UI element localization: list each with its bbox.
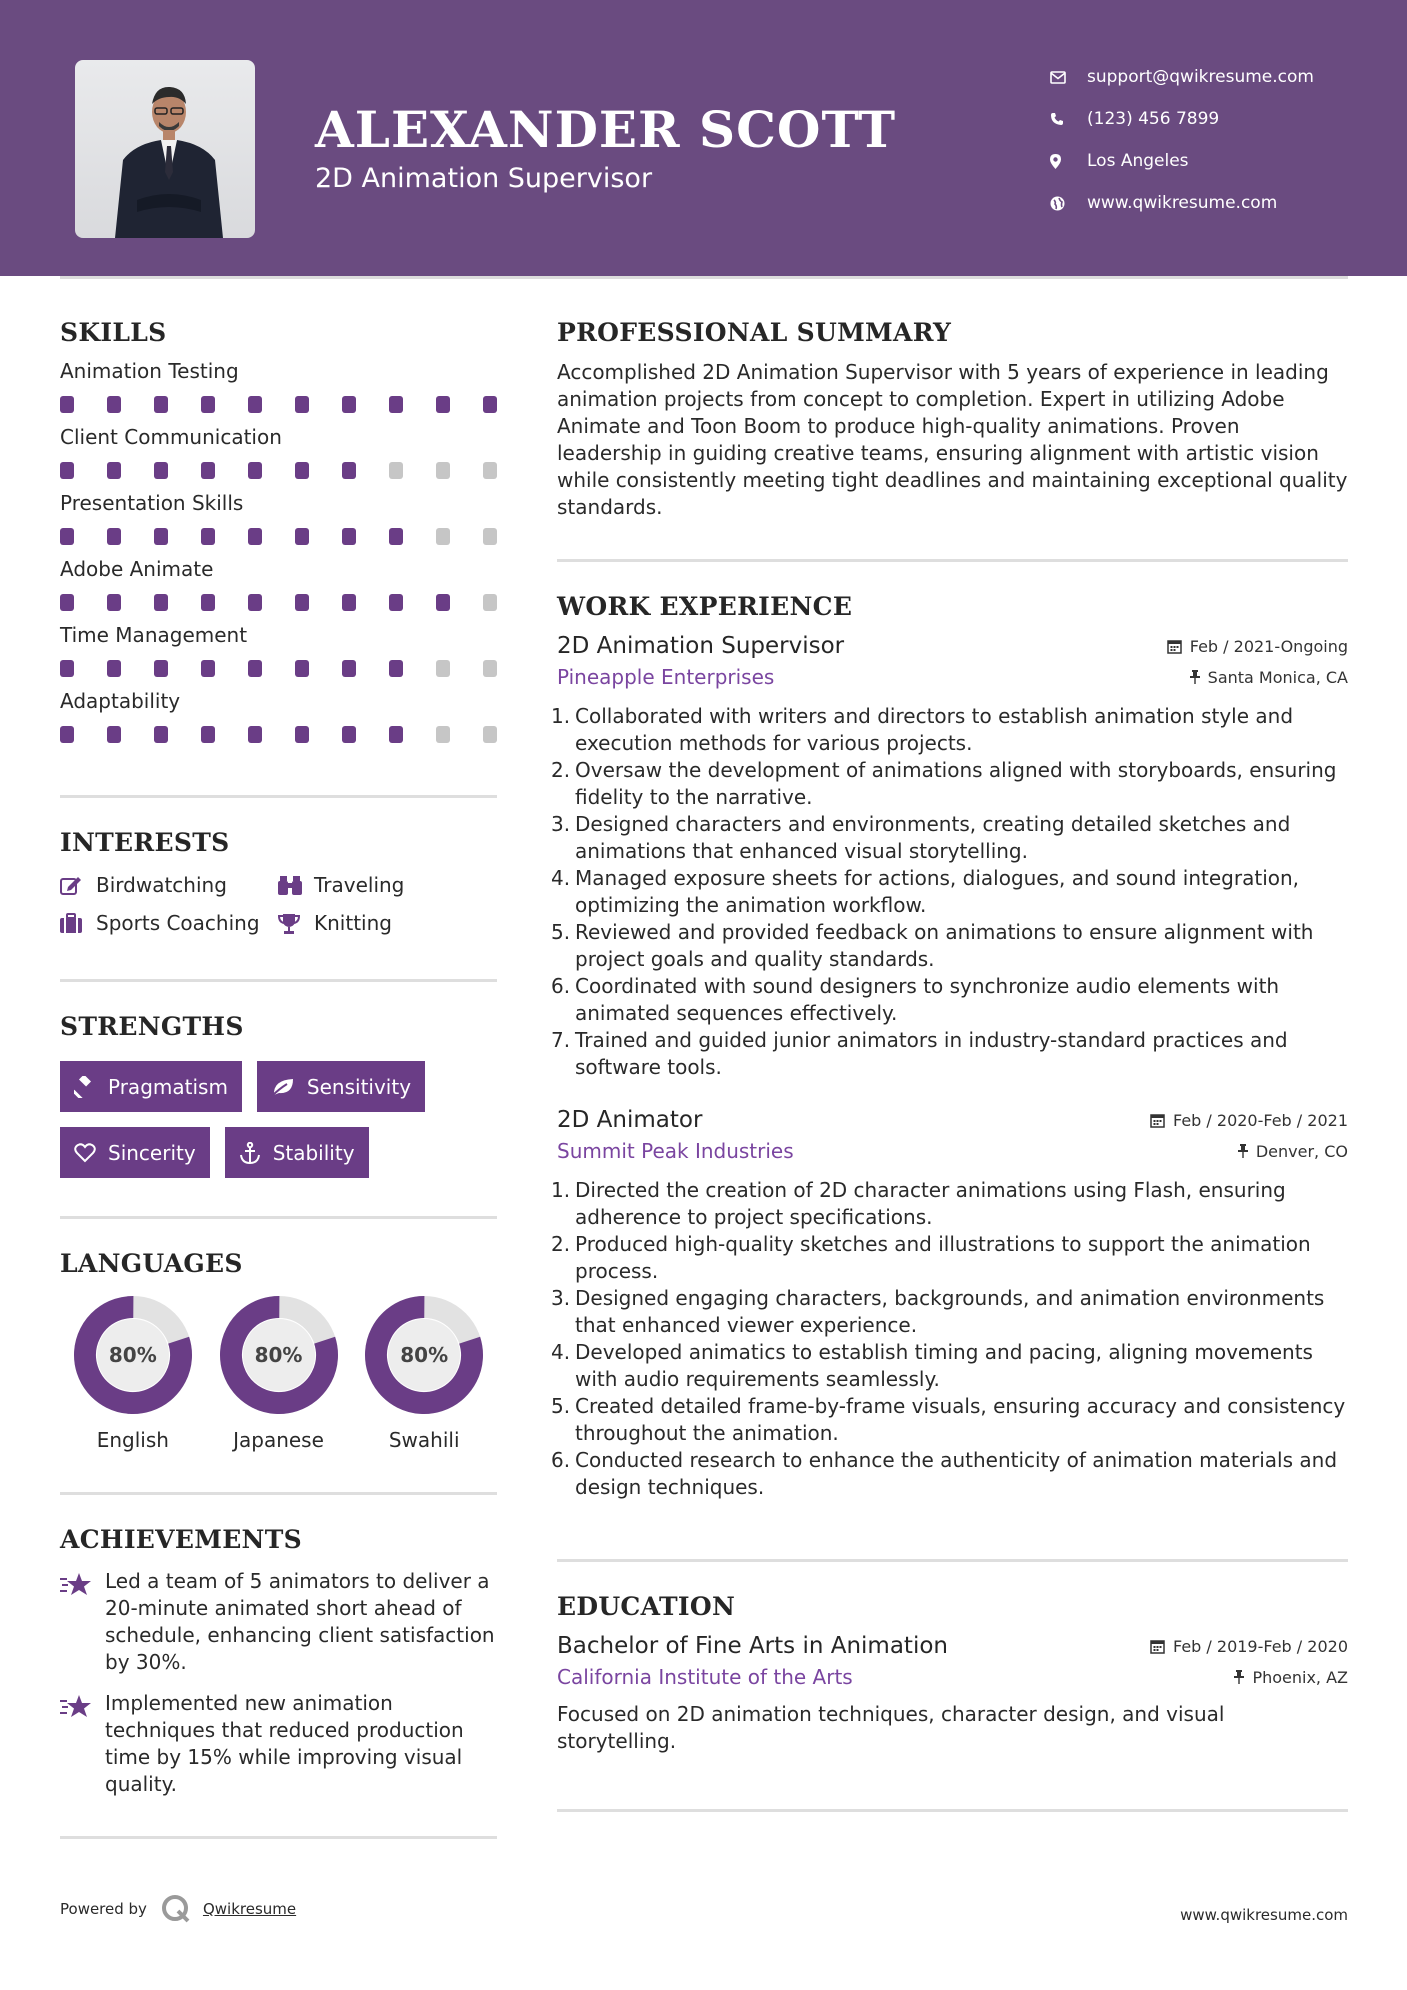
achievement-text: Led a team of 5 animators to deliver a 20-minute animated short ahead of schedule, enhancing client satisfaction by 30%. <box>105 1569 495 1674</box>
skill-rating <box>60 726 497 743</box>
skill-rating-dot <box>295 726 309 743</box>
skill-rating-dot <box>60 726 74 743</box>
skill-rating-dot <box>107 594 121 611</box>
skill-rating-dot <box>436 660 450 677</box>
contact-email-text: support@qwikresume.com <box>1087 67 1314 87</box>
contact-location <box>1050 140 1314 182</box>
bullet-text: Designed characters and environments, creating detailed sketches and animations that enhanced visual storytelling. <box>575 812 1291 863</box>
bullet-text: Reviewed and provided feedback on animations to ensure alignment with project goals and quality standards. <box>575 920 1314 971</box>
achievement-item <box>60 1690 497 1798</box>
bullet-number: 6. <box>551 1448 571 1472</box>
candidate-name: ALEXANDER SCOTT <box>315 100 897 159</box>
strengths-heading: STRENGTHS <box>60 1012 244 1041</box>
languages-list <box>60 1294 497 1452</box>
job-bullets <box>551 1177 1348 1501</box>
interest-label: Knitting <box>314 911 392 935</box>
interest-label: Sports Coaching <box>96 911 260 935</box>
star-icon <box>60 1568 105 1676</box>
strength-label: Pragmatism <box>108 1074 228 1099</box>
strengths-list <box>60 1061 497 1178</box>
education-dates <box>1150 1637 1348 1656</box>
skill-rating-dot <box>295 594 309 611</box>
skill-rating-dot <box>201 594 215 611</box>
language-name: English <box>96 1428 169 1452</box>
section-divider <box>557 1809 1348 1812</box>
skill-rating-dot <box>248 462 262 479</box>
languages-section <box>60 1249 497 1452</box>
skill-rating-dot <box>483 594 497 611</box>
map-marker-icon <box>1050 154 1087 169</box>
bullet-text: Conducted research to enhance the authenticity of animation materials and design techniques. <box>575 1448 1338 1499</box>
skill-rating-dot <box>483 396 497 413</box>
jobs-list <box>551 633 1348 1501</box>
section-divider <box>557 559 1348 562</box>
powered-by-label: Powered by <box>60 1900 147 1918</box>
bullet-number: 2. <box>551 1232 571 1256</box>
job-bullet <box>551 865 1348 919</box>
skill-rating-dot <box>107 396 121 413</box>
job-bullet <box>551 1393 1348 1447</box>
job-location <box>1190 668 1348 687</box>
skill-name: Adobe Animate <box>60 557 214 581</box>
contact-location-text: Los Angeles <box>1087 151 1189 171</box>
skill-rating-dot <box>107 462 121 479</box>
candidate-title: 2D Animation Supervisor <box>315 163 653 194</box>
skills-list <box>60 359 497 743</box>
section-divider <box>60 1216 497 1219</box>
anchor-icon <box>239 1142 261 1164</box>
gavel-icon <box>74 1076 96 1098</box>
skill-rating-dot <box>436 396 450 413</box>
interest-item <box>278 873 497 897</box>
skill-rating-dot <box>483 528 497 545</box>
pushpin-icon <box>1190 670 1200 684</box>
skill-rating-dot <box>248 528 262 545</box>
skill-rating-dot <box>389 726 403 743</box>
job-bullet <box>551 811 1348 865</box>
skill-rating-dot <box>60 396 74 413</box>
bullet-number: 1. <box>551 1178 571 1202</box>
experience-heading: WORK EXPERIENCE <box>557 592 853 621</box>
language-percent: 80% <box>254 1343 303 1367</box>
skill-rating-dot <box>201 726 215 743</box>
contact-email[interactable] <box>1050 56 1314 98</box>
skill-name: Adaptability <box>60 689 181 713</box>
bullet-number: 4. <box>551 866 571 890</box>
skill-rating-dot <box>295 396 309 413</box>
contact-list <box>1050 56 1314 224</box>
language-name: Japanese <box>233 1428 324 1452</box>
job-bullet <box>551 1177 1348 1231</box>
skill-rating-dot <box>389 528 403 545</box>
skill-rating <box>60 462 497 479</box>
job-bullet <box>551 1027 1348 1081</box>
bullet-number: 1. <box>551 704 571 728</box>
skill-rating-dot <box>60 462 74 479</box>
skill-rating-dot <box>389 660 403 677</box>
language-percent: 80% <box>400 1343 449 1367</box>
pencil-square-icon <box>60 875 96 895</box>
skills-section <box>60 318 497 743</box>
job-bullet <box>551 1285 1348 1339</box>
experience-section <box>551 592 1348 1501</box>
skill-name: Animation Testing <box>60 359 239 383</box>
job-bullets <box>551 703 1348 1081</box>
languages-heading: LANGUAGES <box>60 1249 243 1278</box>
pushpin-icon <box>1234 1670 1244 1684</box>
job-entry <box>551 633 1348 1081</box>
bullet-text: Coordinated with sound designers to synchronize audio elements with animated sequences effectively. <box>575 974 1280 1025</box>
strength-chip <box>225 1127 369 1178</box>
skill-rating-dot <box>154 594 168 611</box>
language-item <box>60 1294 206 1452</box>
skill-rating-dot <box>295 462 309 479</box>
language-name: Swahili <box>388 1428 460 1452</box>
skill-rating-dot <box>201 462 215 479</box>
education-section <box>557 1592 1348 1755</box>
section-divider <box>60 795 497 798</box>
skill-rating-dot <box>342 396 356 413</box>
bullet-text: Oversaw the development of animations aligned with storyboards, ensuring fidelity to the narrative. <box>575 758 1337 809</box>
job-header <box>557 633 1348 659</box>
language-item <box>206 1294 352 1452</box>
job-bullet <box>551 973 1348 1027</box>
education-location-text: Phoenix, AZ <box>1252 1667 1348 1687</box>
skill-rating-dot <box>436 528 450 545</box>
bullet-text: Collaborated with writers and directors to establish animation style and execution methods for various projects. <box>575 704 1294 755</box>
skill-rating-dot <box>154 396 168 413</box>
skill-rating-dot <box>436 462 450 479</box>
skill-rating-dot <box>389 396 403 413</box>
job-bullet <box>551 703 1348 757</box>
job-bullet <box>551 1447 1348 1501</box>
calendar-icon <box>1150 1639 1165 1654</box>
language-percent: 80% <box>108 1343 157 1367</box>
strength-chip <box>60 1061 242 1112</box>
skill-rating-dot <box>389 594 403 611</box>
job-location-text: Santa Monica, CA <box>1207 667 1348 687</box>
education-school: California Institute of the Arts <box>557 1665 853 1689</box>
section-divider <box>60 1492 497 1495</box>
job-bullet <box>551 919 1348 973</box>
interests-heading: INTERESTS <box>60 828 230 857</box>
bullet-number: 5. <box>551 920 571 944</box>
contact-website-text: www.qwikresume.com <box>1087 193 1278 213</box>
strength-label: Stability <box>272 1140 355 1165</box>
section-divider <box>557 1559 1348 1562</box>
skill-rating-dot <box>154 462 168 479</box>
calendar-icon <box>1167 639 1182 654</box>
skill-rating-dot <box>107 726 121 743</box>
interest-label: Traveling <box>314 873 405 897</box>
qwikresume-logo-icon <box>161 1894 191 1924</box>
education-location <box>1234 1668 1348 1687</box>
calendar-icon <box>1150 1113 1165 1128</box>
job-bullet <box>551 1231 1348 1285</box>
bullet-number: 3. <box>551 812 571 836</box>
contact-phone-text: (123) 456 7899 <box>1087 109 1220 129</box>
skill-rating-dot <box>342 726 356 743</box>
bullet-number: 4. <box>551 1340 571 1364</box>
bullet-number: 5. <box>551 1394 571 1418</box>
skill-name: Client Communication <box>60 425 282 449</box>
header-divider <box>60 276 1348 279</box>
bullet-text: Produced high-quality sketches and illustrations to support the animation process. <box>575 1232 1311 1283</box>
job-location <box>1238 1142 1348 1161</box>
skill-rating-dot <box>483 462 497 479</box>
job-company: Pineapple Enterprises <box>557 665 775 689</box>
envelope-icon <box>1050 71 1087 84</box>
skill-rating-dot <box>295 660 309 677</box>
skill-rating-dot <box>201 660 215 677</box>
skill-name: Time Management <box>60 623 248 647</box>
skill-rating-dot <box>436 726 450 743</box>
bullet-text: Developed animatics to establish timing and pacing, aligning movements with audio requirements seamlessly. <box>575 1340 1313 1391</box>
job-dates <box>1167 637 1348 656</box>
skill-rating-dot <box>295 528 309 545</box>
globe-icon <box>1050 196 1087 211</box>
skill-rating-dot <box>107 660 121 677</box>
powered-by <box>60 1894 296 1924</box>
skill-rating <box>60 396 497 413</box>
interest-label: Birdwatching <box>96 873 227 897</box>
skill-rating-dot <box>154 726 168 743</box>
job-company: Summit Peak Industries <box>557 1139 794 1163</box>
skill-rating-dot <box>248 660 262 677</box>
contact-phone[interactable] <box>1050 98 1314 140</box>
achievements-section <box>60 1525 497 1798</box>
education-heading: EDUCATION <box>557 1592 736 1621</box>
skill-rating-dot <box>342 594 356 611</box>
powered-by-brand-link[interactable]: Qwikresume <box>202 1900 297 1918</box>
skill-rating-dot <box>107 528 121 545</box>
achievement-text: Implemented new animation techniques that reduced production time by 15% while improving visual quality. <box>105 1691 464 1796</box>
interest-item <box>278 911 497 935</box>
skill-rating <box>60 528 497 545</box>
resume-header <box>0 0 1407 276</box>
strength-chip <box>257 1061 425 1112</box>
pushpin-icon <box>1238 1144 1248 1158</box>
binoculars-icon <box>278 874 314 896</box>
summary-text: Accomplished 2D Animation Supervisor with 5 years of experience in leading animation projects from concept to completion. Expert in utilizing Adobe Animate and Toon Boom to produce high-quality animations. Proven leadership in guiding creative teams, ensuring alignment with artistic vision while consistently meeting tight deadlines and maintaining exceptional quality standards. <box>557 360 1348 519</box>
skill-rating-dot <box>60 528 74 545</box>
achievement-item <box>60 1568 497 1676</box>
skill-rating-dot <box>248 726 262 743</box>
star-icon <box>60 1690 105 1798</box>
job-bullet <box>551 757 1348 811</box>
skill-rating-dot <box>389 462 403 479</box>
strength-chip <box>60 1127 210 1178</box>
job-subheader <box>557 1139 1348 1163</box>
job-title: 2D Animation Supervisor <box>557 633 845 659</box>
section-divider <box>60 1836 497 1839</box>
skill-rating-dot <box>483 726 497 743</box>
bullet-text: Trained and guided junior animators in industry-standard practices and software tools. <box>575 1028 1288 1079</box>
bullet-number: 6. <box>551 974 571 998</box>
bullet-text: Managed exposure sheets for actions, dialogues, and sound integration, optimizing the animation workflow. <box>575 866 1300 917</box>
interests-list <box>60 873 497 935</box>
suitcase-icon <box>60 913 96 933</box>
skill-rating-dot <box>201 396 215 413</box>
job-dates-text: Feb / 2020-Feb / 2021 <box>1173 1110 1348 1130</box>
interest-item <box>60 873 278 897</box>
language-item <box>351 1294 497 1452</box>
skills-heading: SKILLS <box>60 318 167 347</box>
skill-rating-dot <box>60 594 74 611</box>
job-dates-text: Feb / 2021-Ongoing <box>1189 636 1348 656</box>
skill-rating-dot <box>342 660 356 677</box>
bullet-number: 7. <box>551 1028 571 1052</box>
education-description: Focused on 2D animation techniques, character design, and visual storytelling. <box>557 1702 1225 1753</box>
achievements-heading: ACHIEVEMENTS <box>60 1525 302 1554</box>
bullet-text: Directed the creation of 2D character animations using Flash, ensuring adherence to project specifications. <box>575 1178 1286 1229</box>
interest-item <box>60 911 278 935</box>
skill-rating-dot <box>483 660 497 677</box>
phone-icon <box>1050 112 1087 126</box>
skill-rating-dot <box>342 462 356 479</box>
section-divider <box>60 979 497 982</box>
right-column <box>551 318 1348 1812</box>
left-column <box>60 318 497 1839</box>
skill-rating-dot <box>248 594 262 611</box>
bullet-number: 3. <box>551 1286 571 1310</box>
job-header <box>557 1107 1348 1133</box>
interests-section <box>60 828 497 935</box>
job-bullet <box>551 1339 1348 1393</box>
strength-label: Sincerity <box>108 1140 196 1165</box>
education-dates-text: Feb / 2019-Feb / 2020 <box>1173 1636 1348 1656</box>
education-degree: Bachelor of Fine Arts in Animation <box>557 1633 948 1659</box>
heart-icon <box>74 1143 96 1163</box>
profile-photo <box>75 60 255 238</box>
contact-website[interactable] <box>1050 182 1314 224</box>
summary-section <box>557 318 1348 521</box>
job-title: 2D Animator <box>557 1107 703 1133</box>
summary-heading: PROFESSIONAL SUMMARY <box>557 318 952 347</box>
leaf-icon <box>271 1077 295 1097</box>
skill-rating <box>60 660 497 677</box>
skill-rating-dot <box>154 660 168 677</box>
skill-rating-dot <box>436 594 450 611</box>
skill-rating-dot <box>154 528 168 545</box>
job-entry <box>551 1107 1348 1501</box>
education-subheader <box>557 1665 1348 1689</box>
skill-rating-dot <box>201 528 215 545</box>
trophy-icon <box>278 913 314 934</box>
skill-name: Presentation Skills <box>60 491 244 515</box>
job-dates <box>1150 1111 1348 1130</box>
skill-rating <box>60 594 497 611</box>
strength-label: Sensitivity <box>306 1074 412 1099</box>
footer-url-link[interactable]: www.qwikresume.com <box>1180 1906 1348 1924</box>
skill-rating-dot <box>60 660 74 677</box>
bullet-text: Designed engaging characters, backgrounds, and animation environments that enhanced viewer experience. <box>575 1286 1325 1337</box>
bullet-number: 2. <box>551 758 571 782</box>
education-header <box>557 1633 1348 1659</box>
skill-rating-dot <box>342 528 356 545</box>
job-location-text: Denver, CO <box>1255 1141 1348 1161</box>
skill-rating-dot <box>248 396 262 413</box>
strengths-section <box>60 1012 497 1178</box>
bullet-text: Created detailed frame-by-frame visuals, ensuring accuracy and consistency throughout the animation. <box>575 1394 1346 1445</box>
job-subheader <box>557 665 1348 689</box>
